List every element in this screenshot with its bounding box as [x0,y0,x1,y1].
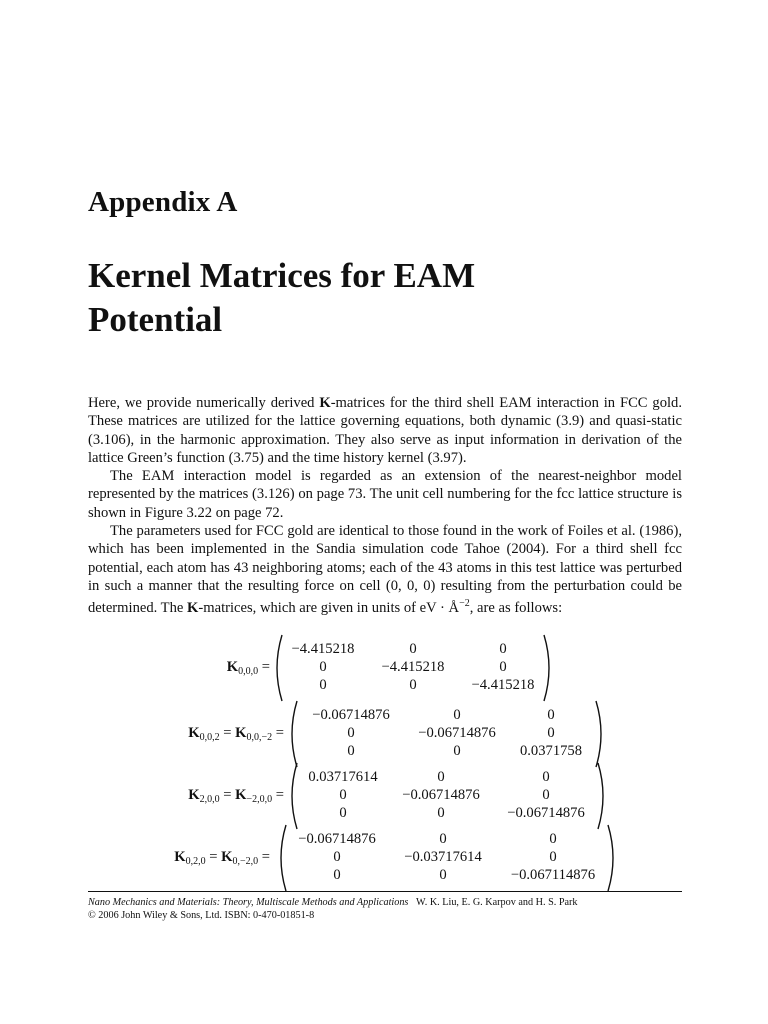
paragraph-2: The EAM interaction model is regarded as an extension of the nearest-neighbor model represented by the matrices (3.126) on page 73. The unit cell numbering for the fcc lattice structure is shown in Figure 3.22 on page 72. [88,468,682,521]
matrix-cell: 0 [549,831,557,847]
matrix-cell: 0 [499,659,507,675]
matrix-subscript: 0,0,−2 [246,732,273,743]
chapter-title-line-2: Potential [88,300,223,339]
matrix-cell: 0 [409,641,417,657]
matrix-symbol: K [221,849,233,865]
matrix-subscript: 2,0,0 [199,794,220,805]
matrix-symbol: K [235,725,247,741]
matrix-subscript: 0,−2,0 [232,856,259,867]
matrix-cell: 0 [319,677,327,693]
equals-sign: = [205,849,222,865]
paragraph-1 [88,394,682,467]
footer-citation [88,896,682,909]
matrix-label [188,725,284,743]
matrix-cell: 0 [409,677,417,693]
footer-book-title: Nano Mechanics and Materials: Theory, Multiscale Methods and Applications [88,897,409,908]
body-text [88,394,682,617]
appendix-label: Appendix A [88,186,238,218]
equals-sign: = [272,787,284,803]
chapter-title [88,254,688,342]
matrix-cell: −0.03717614 [404,849,482,865]
matrix-subscript: 0,0,2 [199,732,220,743]
matrix-cell: 0 [439,867,447,883]
paragraph-1-text-b: -matrices for the third shell EAM interaction in FCC gold. These matrices are utilized for the lattice governing equations, both dynamic (3.9) and quasi-static (3.106), in the harmonic approximation. They also serve as input information in derivation of the lattice Green’s function (3.75) and the time history kernel (3.97). [88,395,682,466]
matrix-cell: −0.06714876 [507,805,585,821]
right-paren [542,634,556,702]
matrix-k002 [0,706,768,762]
equals-sign: = [258,659,270,675]
matrix-symbol: K [235,787,247,803]
left-paren [285,700,299,768]
footer-authors: W. K. Liu, E. G. Karpov and H. S. Park [416,897,578,908]
matrix-cell: −0.06714876 [298,831,376,847]
matrix-cell: 0 [453,707,461,723]
paragraph-3-text-c: , are as follows: [469,600,563,617]
matrix-k020 [0,830,768,886]
equals-sign: = [219,725,236,741]
matrix-cell: −4.415218 [381,659,445,675]
matrix-cell: 0 [547,707,555,723]
matrix-cell: 0 [437,769,445,785]
matrix-cell: 0 [437,805,445,821]
matrix-cell: −4.415218 [471,677,535,693]
matrix-cell: −4.415218 [291,641,355,657]
footer-rule [88,891,682,892]
matrix-k200 [0,768,768,824]
equals-sign: = [258,849,270,865]
matrix-cell: 0 [347,743,355,759]
matrix-cell: 0 [547,725,555,741]
paragraph-3 [88,522,682,617]
matrix-cell: 0 [319,659,327,675]
paragraph-1-text-a: Here, we provide numerically derived [88,395,320,411]
matrix-symbol: K [188,725,200,741]
matrix-cell: 0 [549,849,557,865]
paragraph-3-text-a: The parameters used for FCC gold are identical to those found in the work of Foiles et al. (1986), which has been implemented in the Sandia simulation code Tahoe (2004). For a third shell fcc potential, each atom has 43 neighboring atoms; each of the 43 atoms in this test lattice was perturbed in such a manner that the resulting force on cell (0, 0, 0) resulting from the perturbation could be determined. The [88,523,682,617]
matrix-cell: 0 [339,805,347,821]
chapter-title-line-1: Kernel Matrices for EAM [88,256,476,295]
matrix-symbol: K [188,787,200,803]
matrix-symbol: K [226,659,239,675]
matrix-cell: 0 [439,831,447,847]
paragraph-3-text-b: -matrices, which are given in units of eV · Å [198,600,460,617]
matrix-cell: −0.06714876 [418,725,496,741]
matrix-cell: 0 [542,769,550,785]
right-paren [596,762,610,830]
footer-copyright: © 2006 John Wiley & Sons, Ltd. ISBN: 0-470-01851-8 [88,910,315,921]
matrix-cell: −0.06714876 [312,707,390,723]
matrix-cell: 0 [339,787,347,803]
matrix-cell: 0 [542,787,550,803]
right-paren [606,824,620,892]
paragraph-1-bold-k: K [319,395,331,411]
matrix-subscript: 0,2,0 [185,856,206,867]
matrix-symbol: K [174,849,186,865]
matrix-label [174,849,270,867]
matrix-cell: 0.0371758 [519,743,583,759]
paragraph-3-superscript: −2 [459,598,470,610]
paragraph-3-bold-k: K [187,600,199,617]
matrix-cell: 0 [333,867,341,883]
matrix-cell: −0.067114876 [510,867,596,883]
right-paren [594,700,608,768]
matrix-label [188,787,284,805]
matrix-label [227,659,270,677]
equals-sign: = [272,725,284,741]
matrix-cell: −0.06714876 [402,787,480,803]
matrix-subscript: 0,0,0 [238,666,259,677]
matrix-cell: 0 [333,849,341,865]
matrix-cell: 0 [347,725,355,741]
matrix-cell: 0 [499,641,507,657]
matrix-cell: 0 [453,743,461,759]
matrix-subscript: −2,0,0 [246,794,273,805]
matrix-k000 [0,640,768,696]
equals-sign: = [219,787,236,803]
matrix-cell: 0.03717614 [308,769,378,785]
